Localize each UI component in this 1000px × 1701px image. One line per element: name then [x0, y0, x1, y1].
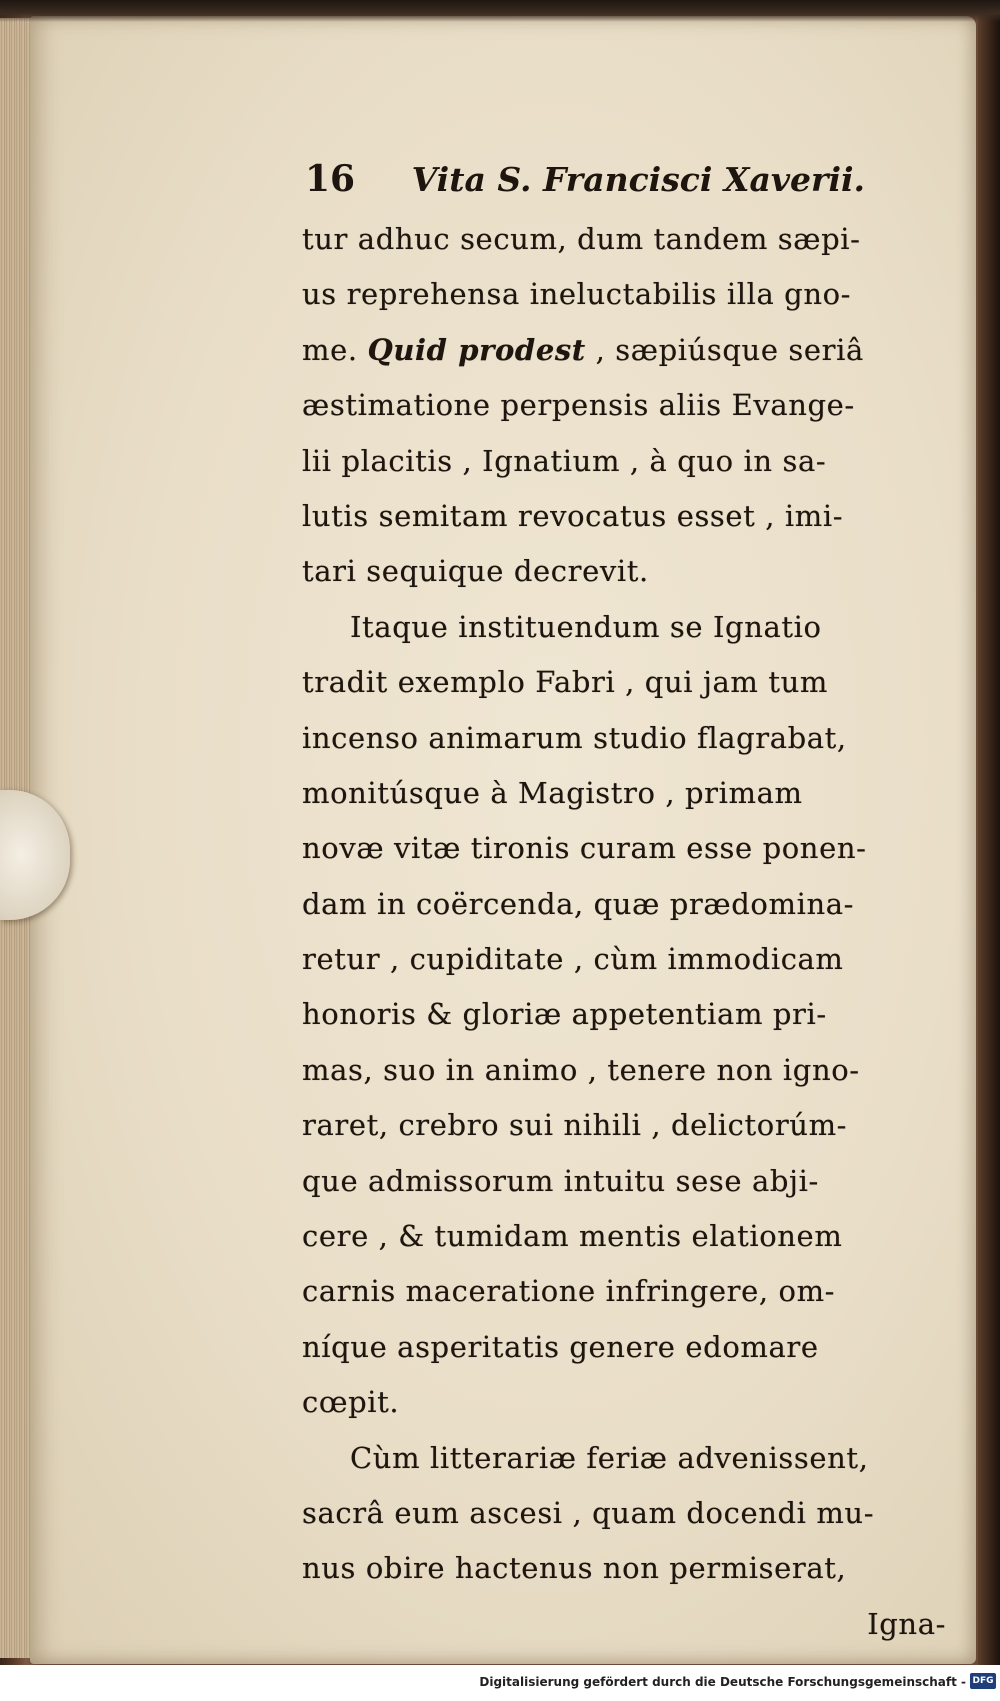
text-line: cere , & tumidam mentis elationem	[302, 1219, 843, 1254]
text-line: nus obire hactenus non permiserat,	[302, 1551, 847, 1586]
funding-credit: Digitalisierung gefördert durch die Deutsche Forschungsgemeinschaft -	[479, 1675, 966, 1689]
text-line: tari sequique decrevit.	[302, 554, 649, 589]
text-line: raret, crebro sui nihili , delictorúm-	[302, 1108, 848, 1143]
text-line: æstimatione perpensis aliis Evange-	[302, 388, 855, 423]
paragraph-start: Itaque instituendum se Ignatio	[350, 609, 822, 644]
italic-quote: Quid prodest	[367, 332, 586, 367]
text-line: sacrâ eum ascesi , quam docendi mu-	[302, 1495, 875, 1530]
running-title: Vita S. Francisci Xaverii.	[411, 160, 866, 199]
text-line: incenso animarum studio flagrabat,	[302, 720, 847, 755]
footer-bar	[0, 1665, 1000, 1701]
text-line: cœpit.	[302, 1385, 400, 1420]
text-line: tradit exemplo Fabri , qui jam tum	[302, 665, 828, 700]
paragraph-start: Cùm litterariæ feriæ advenissent,	[350, 1440, 869, 1475]
text-line: carnis maceratione infringere, om-	[302, 1274, 836, 1309]
text-line: retur , cupiditate , cùm immodicam	[302, 942, 844, 977]
text-line: dam in coërcenda, quæ prædomina-	[302, 886, 855, 921]
text-line: monitúsque à Magistro , primam	[302, 775, 803, 810]
text-line: us reprehensa ineluctabilis illa gno-	[302, 277, 852, 312]
text-line: lii placitis , Ignatium , à quo in sa-	[302, 443, 827, 478]
page-header	[305, 158, 865, 200]
page-number: 16	[305, 158, 356, 200]
text-line: novæ vitæ tironis curam esse ponen-	[302, 831, 867, 866]
text-line: tur adhuc secum, dum tandem sæpi-	[302, 222, 861, 256]
text-line: que admissorum intuitu sese abji-	[302, 1163, 819, 1198]
catchword: Igna-	[867, 1606, 946, 1641]
top-shadow	[0, 0, 1000, 22]
text-segment: me.	[302, 332, 368, 367]
text-line: lutis semitam revocatus esset , imi-	[302, 498, 844, 533]
text-line: níque asperitatis genere edomare	[302, 1329, 819, 1364]
body-text	[302, 212, 962, 1652]
text-line: honoris & gloriæ appetentiam pri-	[302, 997, 827, 1032]
text-line	[302, 323, 962, 378]
book-binding	[978, 0, 1000, 1701]
paper-page	[30, 16, 976, 1664]
text-line: mas, suo in animo , tenere non igno-	[302, 1052, 860, 1087]
dfg-logo-icon: DFG	[970, 1673, 996, 1689]
text-segment: , sæpiúsque seriâ	[585, 332, 864, 367]
